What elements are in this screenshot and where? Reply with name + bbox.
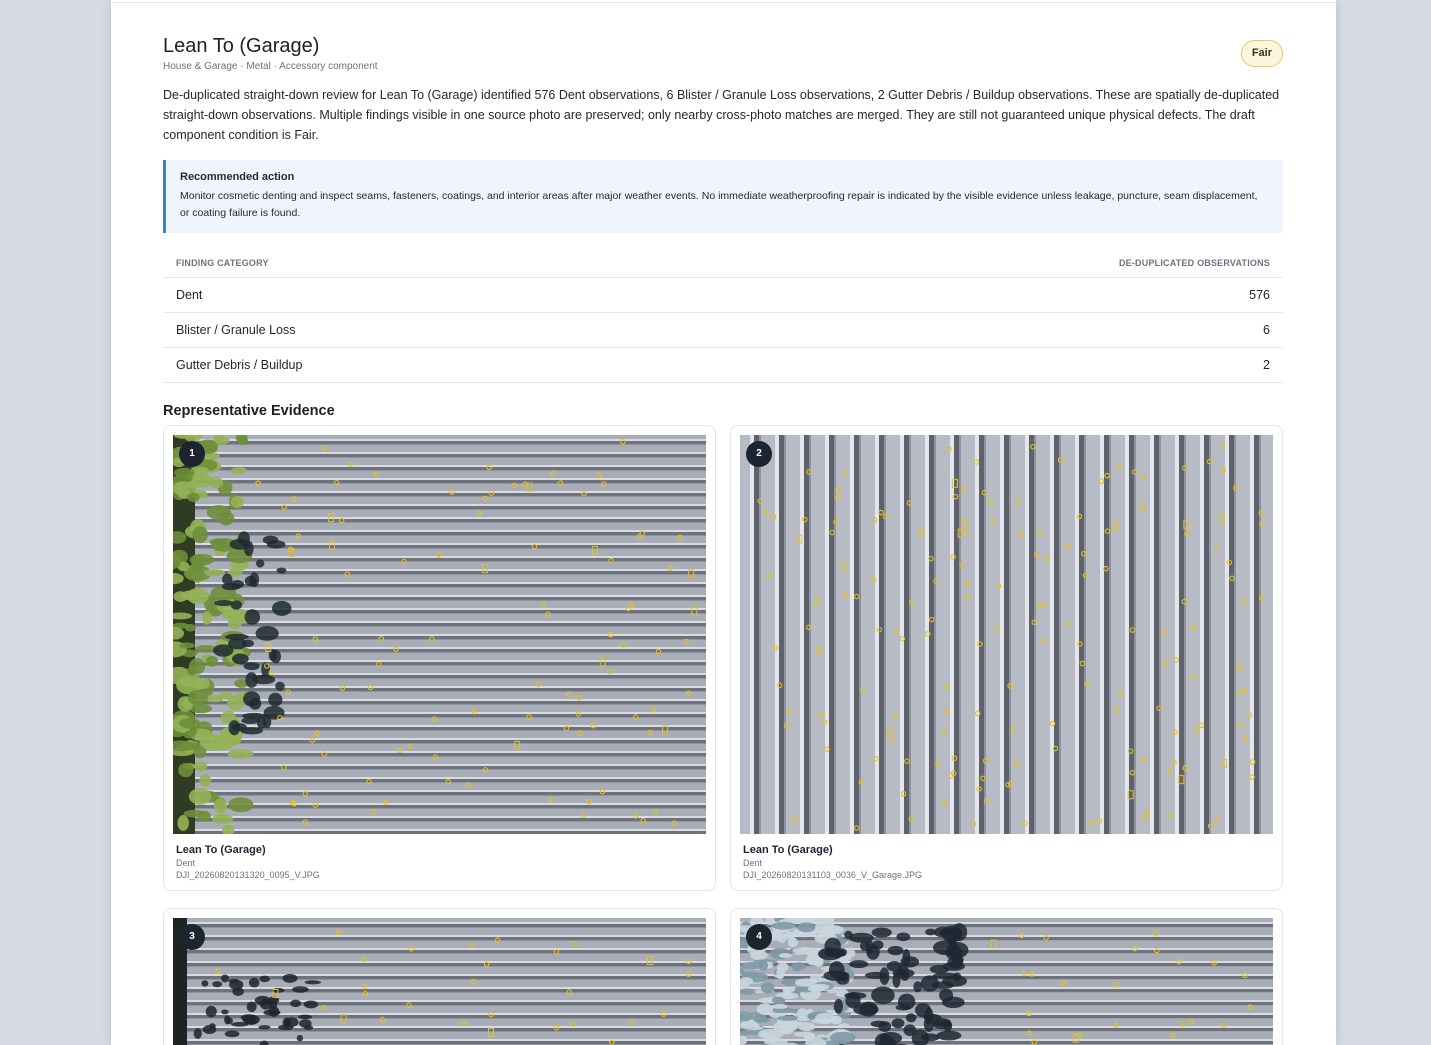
evidence-card[interactable] xyxy=(163,908,716,1045)
condition-badge: Fair xyxy=(1241,40,1283,67)
review-summary: De-duplicated straight-down review for Lean To (Garage) identified 576 Dent observations, 6 Blister / Granule Loss observations, 2 Gutter Debris / Buildup observations. These are spatially de-duplicated straight-down observations. Multiple findings visible in one source photo are preserved; only nearby cross-photo matches are merged. They are still not guaranteed unique physical defects. The draft component condition is Fair. xyxy=(163,88,1280,142)
evidence-number-badge: 4 xyxy=(746,924,772,950)
column-header-category: FINDING CATEGORY xyxy=(163,250,681,278)
component-subtitle: House & Garage · Metal · Accessory component xyxy=(163,61,378,72)
metal-panel-image xyxy=(173,918,706,1045)
finding-count: 6 xyxy=(681,313,1283,348)
metal-panel-image xyxy=(740,435,1273,834)
metal-panel-image xyxy=(740,918,1273,1045)
divider xyxy=(111,2,1336,3)
evidence-photo[interactable] xyxy=(740,918,1273,1045)
metal-panel-image xyxy=(173,435,706,834)
table-header-row xyxy=(163,250,1283,278)
evidence-number-badge: 2 xyxy=(746,441,772,467)
evidence-photo[interactable] xyxy=(173,435,706,834)
evidence-title: Lean To (Garage) xyxy=(176,844,266,856)
evidence-photo[interactable] xyxy=(740,435,1273,834)
recommended-action-heading: Recommended action xyxy=(180,171,295,183)
evidence-card[interactable] xyxy=(730,908,1283,1045)
finding-count: 576 xyxy=(681,278,1283,313)
report-page xyxy=(111,0,1336,1045)
table-row xyxy=(163,348,1283,383)
recommended-action-callout xyxy=(163,160,1283,233)
finding-category: Blister / Granule Loss xyxy=(163,313,681,348)
evidence-photo[interactable] xyxy=(173,918,706,1045)
table-row xyxy=(163,313,1283,348)
finding-category: Gutter Debris / Buildup xyxy=(163,348,681,383)
component-section xyxy=(163,34,1283,942)
evidence-filename: DJI_20260820131103_0036_V_Garage.JPG xyxy=(743,870,922,880)
column-header-count: DE-DUPLICATED OBSERVATIONS xyxy=(681,250,1283,278)
evidence-heading: Representative Evidence xyxy=(163,403,335,419)
evidence-category: Dent xyxy=(743,858,763,868)
evidence-card[interactable] xyxy=(163,425,716,891)
component-header xyxy=(163,34,1283,74)
evidence-category: Dent xyxy=(176,858,196,868)
recommended-action-text: Monitor cosmetic denting and inspect seams, fasteners, coatings, and interior areas after major weather events. No immediate weatherproofing repair is indicated by the visible evidence unless leakage, puncture, seam displacement, or coating failure is found. xyxy=(180,190,1258,219)
table-row xyxy=(163,278,1283,313)
evidence-card[interactable] xyxy=(730,425,1283,891)
evidence-number-badge: 3 xyxy=(179,924,205,950)
findings-table xyxy=(163,250,1283,383)
finding-count: 2 xyxy=(681,348,1283,383)
evidence-filename: DJI_20260820131320_0095_V.JPG xyxy=(176,870,320,880)
evidence-number-badge: 1 xyxy=(179,441,205,467)
component-title: Lean To (Garage) xyxy=(163,35,320,57)
finding-category: Dent xyxy=(163,278,681,313)
evidence-title: Lean To (Garage) xyxy=(743,844,833,856)
